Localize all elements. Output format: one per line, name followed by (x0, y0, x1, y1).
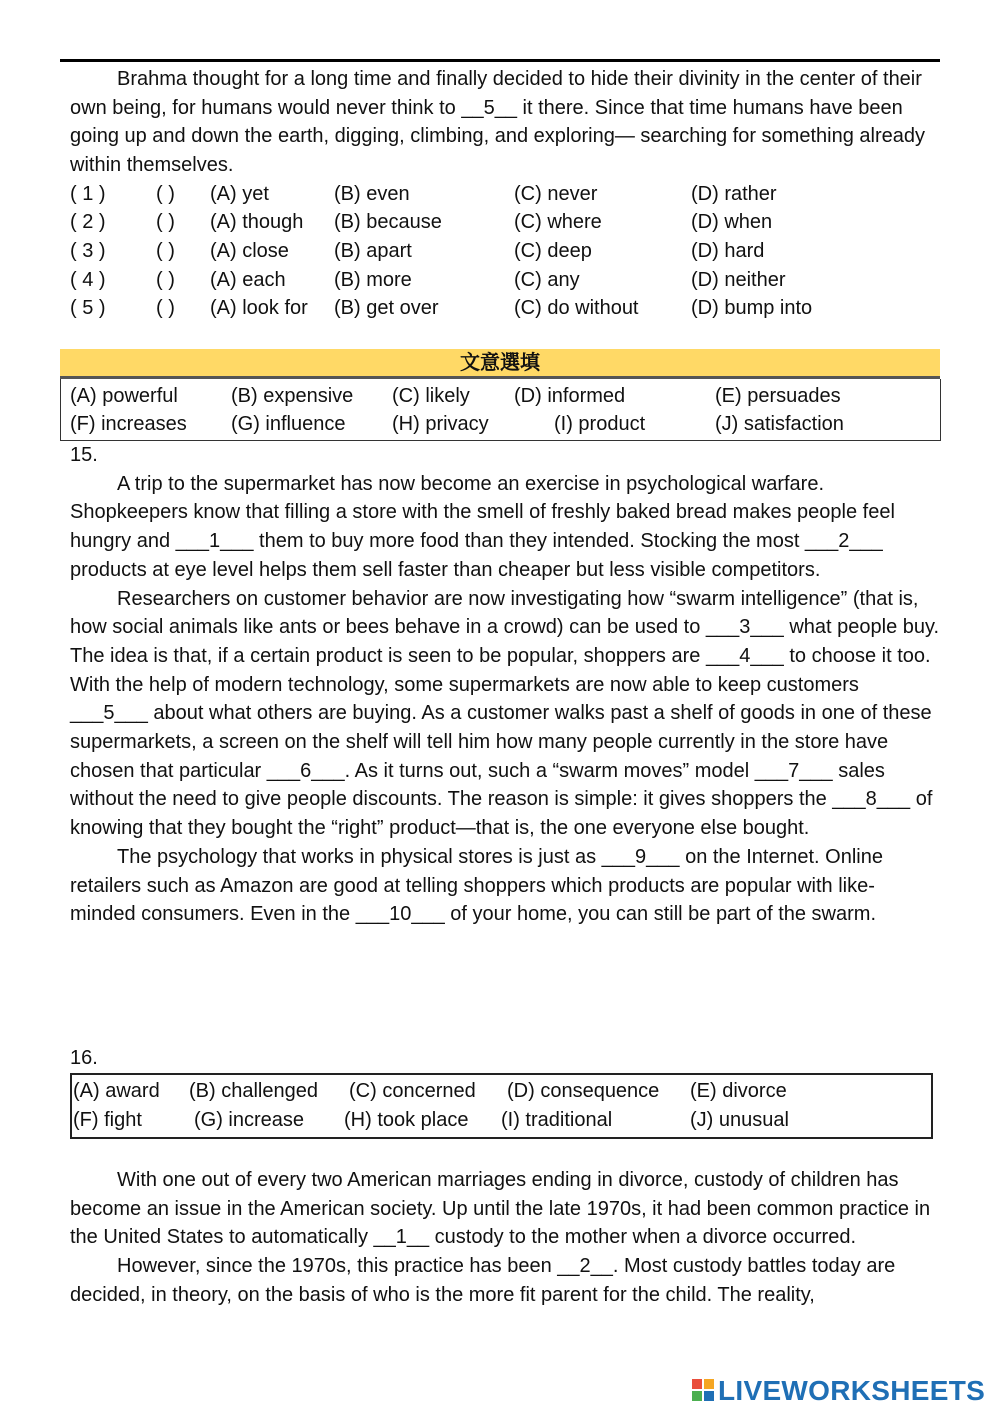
word-bank-15-row-1 (70, 382, 930, 411)
option-d: (D) when (691, 211, 773, 233)
logo-text: LIVEWORKSHEETS (718, 1375, 986, 1406)
question-number: ( 4 ) (70, 269, 106, 291)
word-option: (H) took place (344, 1109, 469, 1131)
q15-paragraph-3: The psychology that works in physical stores is just as ___9___ on the Internet. Online retailers such as Amazon are good at telling shoppers which products are popular with like-minded consumers. Even in the ___10___ of your home, you can still be part of the swarm. (70, 845, 883, 926)
passage-14-paragraph: Brahma thought for a long time and finally decided to hide their divinity in the center of their own being, for humans would never think to __5__ it there. Since that time humans have been going up and down the earth, digging, climbing, and exploring— searching for something already within themselves. (70, 68, 925, 177)
question-16-label: 16. (70, 1047, 98, 1069)
question-16-passage (70, 1166, 940, 1310)
word-option: (I) traditional (501, 1109, 613, 1131)
passage-14-tail (70, 65, 940, 180)
word-option: (H) privacy (392, 413, 489, 435)
answer-blank[interactable]: ( ) (156, 183, 175, 205)
word-option: (C) likely (392, 385, 470, 407)
question-15 (70, 441, 940, 929)
word-option: (D) informed (514, 385, 626, 407)
option-b: (B) even (334, 183, 410, 205)
option-c: (C) any (514, 269, 580, 291)
option-d: (D) hard (691, 240, 765, 262)
word-option: (A) powerful (70, 385, 178, 407)
word-option: (G) influence (231, 413, 346, 435)
option-c: (C) deep (514, 240, 592, 262)
q16-paragraph-1: With one out of every two American marriages ending in divorce, custody of children has become an issue in the American society. Up until the late 1970s, it had been common practice in the United States to automatically __1__ custody to the mother when a divorce occurred. (70, 1169, 931, 1249)
option-c: (C) never (514, 183, 598, 205)
top-rule (60, 59, 940, 62)
answer-blank[interactable]: ( ) (156, 240, 175, 262)
word-bank-16-row-2 (73, 1106, 923, 1135)
logo-grid-icon (692, 1379, 716, 1403)
option-c: (C) where (514, 211, 602, 233)
option-a: (A) though (210, 211, 304, 233)
word-option: (I) product (554, 413, 646, 435)
word-option: (D) consequence (507, 1080, 660, 1102)
q15-paragraph-1: A trip to the supermarket has now become an exercise in psychological warfare. Shopkeepers know that filling a store with the smell of freshly baked bread makes people feel hungry and ___1___ them to buy more food than they intended. Stocking the most ___2___ products at eye level helps them sell faster than cheaper but less visible competitors. (70, 472, 895, 581)
question-15-label: 15. (70, 444, 98, 466)
q15-paragraph-2: Researchers on customer behavior are now investigating how “swarm intelligence” (that is, how social animals like ants or bees behave in a crowd) can be used to ___3___ what people buy. The idea is that, if a certain product is seen to be popular, shoppers are ___4___ to choose it too. With the help of modern technology, some supermarkets are now able to keep customers ___5___ about what others are buying. As a customer walks past a shelf of goods in one of these supermarkets, a screen on the shelf will tell him how many people currently in the store have chosen that particular ___6___. As it turns out, such a “swarm moves” model ___7___ sales without the need to give people discounts. The reason is simple: it gives shoppers the ___8___ of knowing that they bought the “right” product—that is, the one everyone else bought. (70, 587, 940, 840)
option-b: (B) apart (334, 240, 412, 262)
word-option: (B) expensive (231, 385, 354, 407)
answer-blank[interactable]: ( ) (156, 211, 175, 233)
answer-blank[interactable]: ( ) (156, 297, 175, 319)
option-b: (B) because (334, 211, 442, 233)
option-d: (D) rather (691, 183, 777, 205)
word-option: (J) satisfaction (715, 413, 844, 435)
word-bank-16-row-1 (73, 1077, 923, 1106)
option-a: (A) look for (210, 297, 308, 319)
option-b: (B) get over (334, 297, 439, 319)
word-option: (G) increase (194, 1109, 305, 1131)
question-number: ( 2 ) (70, 211, 106, 233)
answer-blank[interactable]: ( ) (156, 269, 175, 291)
question-number: ( 5 ) (70, 297, 106, 319)
word-option: (A) award (73, 1080, 160, 1102)
option-a: (A) close (210, 240, 289, 262)
section-title-banner: 文意選填 (60, 349, 940, 376)
word-option: (E) divorce (690, 1080, 787, 1102)
option-d: (D) neither (691, 269, 786, 291)
option-a: (A) each (210, 269, 286, 291)
option-a: (A) yet (210, 183, 269, 205)
word-option: (E) persuades (715, 385, 841, 407)
word-option: (B) challenged (189, 1080, 318, 1102)
question-number: ( 3 ) (70, 240, 106, 262)
question-row-2 (70, 208, 950, 237)
question-number: ( 1 ) (70, 183, 106, 205)
option-c: (C) do without (514, 297, 639, 319)
question-row-3 (70, 237, 950, 266)
question-row-4 (70, 266, 950, 295)
question-row-1 (70, 180, 950, 209)
option-b: (B) more (334, 269, 412, 291)
liveworksheets-logo (692, 1374, 985, 1408)
option-d: (D) bump into (691, 297, 813, 319)
question-row-5 (70, 294, 950, 323)
word-option: (F) fight (73, 1109, 142, 1131)
word-option: (J) unusual (690, 1109, 789, 1131)
word-bank-15-row-2 (70, 410, 930, 439)
word-option: (F) increases (70, 413, 187, 435)
word-option: (C) concerned (349, 1080, 476, 1102)
q16-paragraph-2: However, since the 1970s, this practice has been __2__. Most custody battles today are decided, in theory, on the basis of who is the more fit parent for the child. The reality, (70, 1255, 896, 1306)
